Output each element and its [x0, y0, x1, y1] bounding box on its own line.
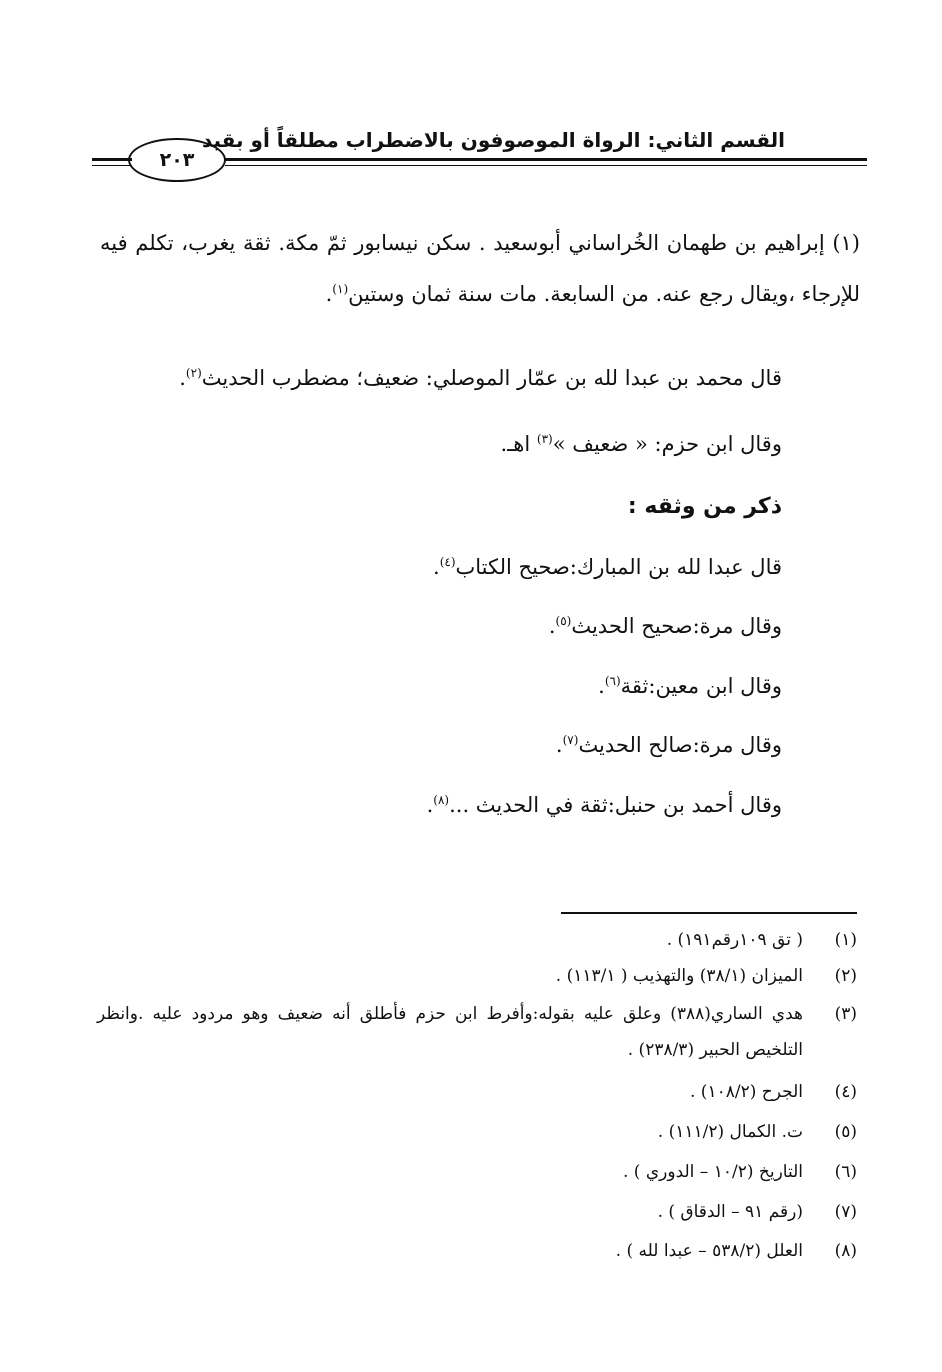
footnote-number: (٦)	[834, 1162, 857, 1182]
footnote-text: ت. الكمال (١١١/٢) .	[657, 1122, 803, 1142]
footnote	[97, 1114, 857, 1151]
quote-line	[179, 366, 782, 390]
quote-end: .	[179, 366, 186, 390]
footnote	[97, 1233, 857, 1270]
footnote-text: (رقم ٩١ – الدقاق ) .	[657, 1202, 803, 1222]
footnote	[97, 958, 857, 995]
footnote-number: (١)	[834, 930, 857, 950]
footnote-ref: (٨)	[433, 793, 450, 807]
footnote-text: الجرح (١٠٨/٢) .	[690, 1082, 803, 1102]
footnote-ref: (١)	[332, 282, 349, 296]
quote-end: .	[598, 674, 605, 698]
page-number: ٢٠٣	[128, 138, 226, 182]
quote-text: قال محمد بن عبدا لله بن عمّار الموصلي: ضعيف؛ مضطرب الحديث	[201, 366, 782, 390]
quote-text: وقال مرة:صالح الحديث	[578, 733, 782, 757]
footnote-separator	[561, 912, 857, 914]
footnote-number: (٣)	[834, 1004, 857, 1024]
footnote-text: العلل (٥٣٨/٢ – عبدا لله ) .	[615, 1241, 803, 1261]
footnote-ref: (٥)	[555, 614, 572, 628]
header-rule-thick	[225, 158, 867, 161]
quote-line	[549, 614, 782, 638]
footnote	[97, 1194, 857, 1231]
quote-text: وقال ابن حزم: « ضعيف »	[552, 432, 782, 456]
footnote-text: الميزان (٣٨/١) والتهذيب ( ١١٣/١) .	[555, 966, 803, 986]
footnote-number: (٤)	[834, 1082, 857, 1102]
quote-line	[556, 733, 782, 757]
footnote-text: ( تق ١٠٩رقم١٩١) .	[666, 930, 803, 950]
footnote-ref: (٦)	[604, 674, 621, 688]
section-heading: ذكر من وثقه :	[627, 494, 782, 519]
intro-paragraph	[100, 218, 860, 320]
footnote-number: (٢)	[834, 966, 857, 986]
quote-text: قال عبدا لله بن المبارك:صحيح الكتاب	[455, 555, 782, 579]
intro-end: .	[325, 282, 333, 306]
quote-end: .	[433, 555, 440, 579]
running-header-title: القسم الثاني: الرواة الموصوفون بالاضطراب مطلقاً أو بقيد	[201, 128, 785, 152]
footnote-ref: (٧)	[562, 733, 579, 747]
quote-line	[433, 555, 782, 579]
quote-line	[598, 674, 782, 698]
footnote	[97, 922, 857, 959]
quote-end: .	[426, 793, 434, 817]
footnote	[97, 1154, 857, 1191]
quote-end: اهـ.	[500, 432, 537, 456]
header-rule-left-thick	[92, 158, 132, 161]
footnote-ref: (٢)	[185, 366, 202, 380]
quote-line	[427, 793, 782, 817]
footnote	[97, 996, 857, 1068]
footnote-ref: (٣)	[536, 432, 553, 446]
quote-end: .	[555, 733, 563, 757]
intro-text: (١) إبراهيم بن طهمان الخُراساني أبوسعيد . سكن نيسابور ثمّ مكة. ثقة يغرب، تكلم فيه للإرجاء ،ويقال رجع عنه. من السابعة. مات سنة ثمان وستين	[100, 231, 860, 306]
header-rule-left-thin	[92, 165, 132, 166]
quote-text: وقال أحمد بن حنبل:ثقة في الحديث ...	[449, 793, 782, 817]
footnote-number: (٨)	[834, 1241, 857, 1261]
footnote-number: (٥)	[834, 1122, 857, 1142]
footnote-text: هدي الساري(٣٨٨) وعلق عليه بقوله:وأفرط ابن حزم فأطلق أنه ضعيف وهو مردود عليه .وانظر التلخيص الحبير (٢٣٨/٣) .	[97, 1004, 803, 1060]
footnote-text: التاريخ (١٠/٢ – الدوري ) .	[623, 1162, 803, 1182]
footnote-ref: (٤)	[439, 555, 456, 569]
quote-line	[500, 432, 782, 456]
footnote-number: (٧)	[834, 1202, 857, 1222]
quote-text: وقال ابن معين:ثقة	[620, 674, 782, 698]
quote-end: .	[548, 614, 556, 638]
footnote	[97, 1074, 857, 1111]
quote-text: وقال مرة:صحيح الحديث	[571, 614, 782, 638]
header-rule-thin	[225, 165, 867, 166]
